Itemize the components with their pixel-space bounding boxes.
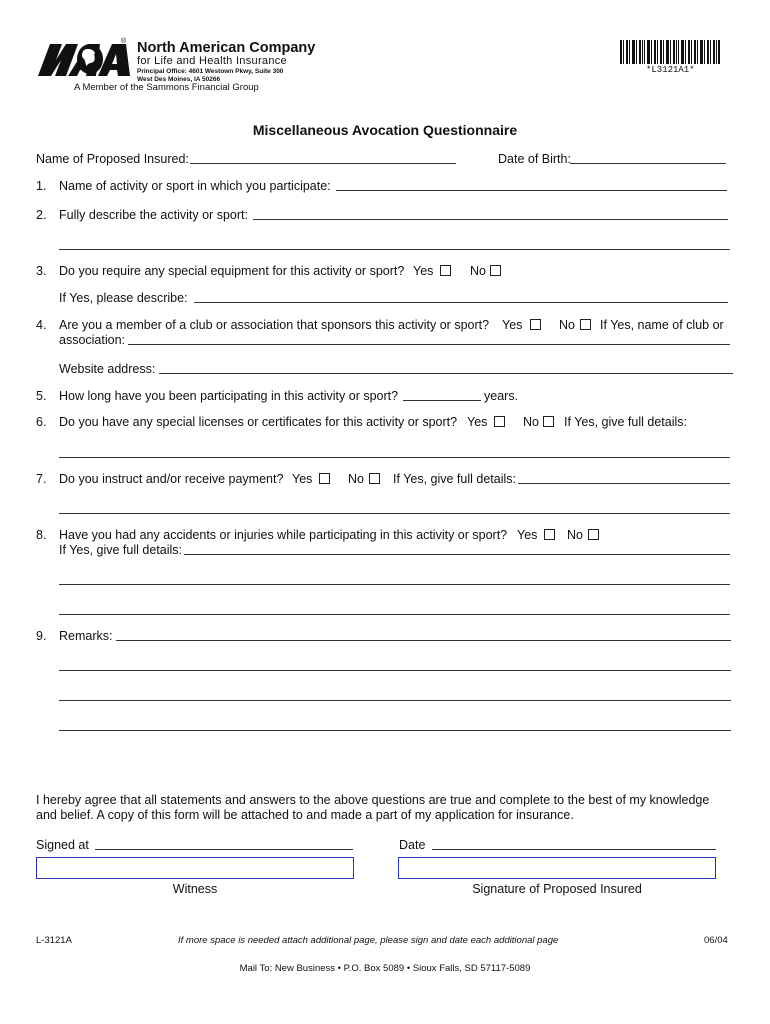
- dob-field[interactable]: [570, 163, 726, 164]
- q4-yes-checkbox[interactable]: [530, 319, 541, 330]
- q8-yes-checkbox[interactable]: [544, 529, 555, 540]
- remarks-field-2[interactable]: [59, 670, 731, 671]
- q4-no-label: No: [559, 318, 575, 332]
- q7-number: 7.: [36, 472, 47, 486]
- q5-years-label: years.: [484, 389, 519, 403]
- q8-label: Have you had any accidents or injuries while participating in this activity or sport?: [59, 528, 508, 542]
- q6-yes-label: Yes: [467, 415, 488, 429]
- q7-details-field-2[interactable]: [59, 513, 730, 514]
- q7-no-label: No: [348, 472, 364, 486]
- q9-label: Remarks:: [59, 629, 113, 643]
- office-city: West Des Moines, IA 50266: [137, 76, 221, 83]
- q6-details-field[interactable]: [59, 457, 730, 458]
- remarks-field-3[interactable]: [59, 700, 731, 701]
- signed-at-label: Signed at: [36, 838, 89, 852]
- dob-label: Date of Birth:: [498, 152, 571, 166]
- company-subtitle: for Life and Health Insurance: [137, 55, 287, 67]
- q7-yes-checkbox[interactable]: [319, 473, 330, 484]
- q1-number: 1.: [36, 179, 47, 193]
- footer-note: If more space is needed attach additional page, please sign and date each additional page: [178, 935, 559, 946]
- barcode-icon: [620, 40, 720, 64]
- form-id: L-3121A: [36, 935, 72, 946]
- date-label: Date: [399, 838, 426, 852]
- company-name: North American Company: [137, 40, 316, 56]
- remarks-field-4[interactable]: [59, 730, 731, 731]
- form-version: 06/04: [704, 935, 728, 946]
- q4-yes-label: Yes: [502, 318, 523, 332]
- q2-number: 2.: [36, 208, 47, 222]
- form-title: Miscellaneous Avocation Questionnaire: [252, 122, 518, 138]
- q3-no-label: No: [470, 264, 486, 278]
- q6-label: Do you have any special licenses or certificates for this activity or sport?: [59, 415, 458, 429]
- barcode: [620, 40, 720, 67]
- q3-describe-label: If Yes, please describe:: [59, 291, 188, 305]
- q2-field[interactable]: [253, 219, 728, 220]
- mail-to: Mail To: New Business • P.O. Box 5089 • Sioux Falls, SD 57117-5089: [239, 963, 531, 974]
- q4-club-field[interactable]: [128, 344, 730, 345]
- signature-label: Signature of Proposed Insured: [472, 882, 642, 896]
- q2-field-2[interactable]: [59, 249, 730, 250]
- q1-label: Name of activity or sport in which you participate:: [59, 179, 331, 193]
- q7-details-field[interactable]: [518, 483, 730, 484]
- q5-field[interactable]: [403, 400, 481, 401]
- q5-label: How long have you been participating in this activity or sport?: [59, 389, 399, 403]
- principal-office: Principal Office: 4601 Westown Pkwy, Suite 300: [137, 68, 284, 75]
- witness-signature-field[interactable]: [36, 857, 354, 879]
- q7-label: Do you instruct and/or receive payment?: [59, 472, 284, 486]
- agreement-line-1: I hereby agree that all statements and answers to the above questions are true and complete to the best of my knowledge: [36, 793, 710, 807]
- q6-no-checkbox[interactable]: [543, 416, 554, 427]
- q8-number: 8.: [36, 528, 47, 542]
- q6-yes-checkbox[interactable]: [494, 416, 505, 427]
- q4-no-checkbox[interactable]: [580, 319, 591, 330]
- q3-describe-field[interactable]: [194, 302, 728, 303]
- witness-label: Witness: [172, 882, 218, 896]
- q4-club-label: If Yes, name of club or: [600, 318, 724, 332]
- q2-label: Fully describe the activity or sport:: [59, 208, 248, 222]
- remarks-field[interactable]: [116, 640, 731, 641]
- q4-label: Are you a member of a club or association that sponsors this activity or sport?: [59, 318, 490, 332]
- agreement-line-2: and belief. A copy of this form will be attached to and made a part of my application for insurance.: [36, 808, 574, 822]
- q5-number: 5.: [36, 389, 47, 403]
- member-line: A Member of the Sammons Financial Group: [74, 82, 259, 93]
- q4-website-field[interactable]: [159, 373, 733, 374]
- q4-website-label: Website address:: [59, 362, 156, 376]
- q8-yes-label: Yes: [517, 528, 538, 542]
- registered-mark: ®: [121, 38, 127, 45]
- q8-details-label: If Yes, give full details:: [59, 543, 182, 557]
- q3-no-checkbox[interactable]: [490, 265, 501, 276]
- q7-details-label: If Yes, give full details:: [393, 472, 516, 486]
- name-label: Name of Proposed Insured:: [36, 152, 189, 166]
- q6-details-label: If Yes, give full details:: [564, 415, 687, 429]
- q8-no-checkbox[interactable]: [588, 529, 599, 540]
- q3-yes-label: Yes: [413, 264, 434, 278]
- noa-logo-icon: [38, 40, 130, 78]
- q7-no-checkbox[interactable]: [369, 473, 380, 484]
- q1-field[interactable]: [336, 190, 727, 191]
- q6-no-label: No: [523, 415, 539, 429]
- q9-number: 9.: [36, 629, 47, 643]
- q7-yes-label: Yes: [292, 472, 313, 486]
- q4-assoc-label: association:: [59, 333, 126, 347]
- q8-details-field-3[interactable]: [59, 614, 730, 615]
- q8-details-field[interactable]: [184, 554, 730, 555]
- name-field[interactable]: [190, 163, 456, 164]
- insured-signature-field[interactable]: [398, 857, 716, 879]
- q3-yes-checkbox[interactable]: [440, 265, 451, 276]
- q8-details-field-2[interactable]: [59, 584, 730, 585]
- date-line: [432, 849, 716, 850]
- barcode-text: *L3121A1*: [646, 65, 695, 75]
- q3-number: 3.: [36, 264, 47, 278]
- q3-label: Do you require any special equipment for this activity or sport?: [59, 264, 405, 278]
- q4-number: 4.: [36, 318, 47, 332]
- q8-no-label: No: [567, 528, 583, 542]
- q6-number: 6.: [36, 415, 47, 429]
- company-logo: [38, 40, 130, 81]
- signed-at-line: [95, 849, 353, 850]
